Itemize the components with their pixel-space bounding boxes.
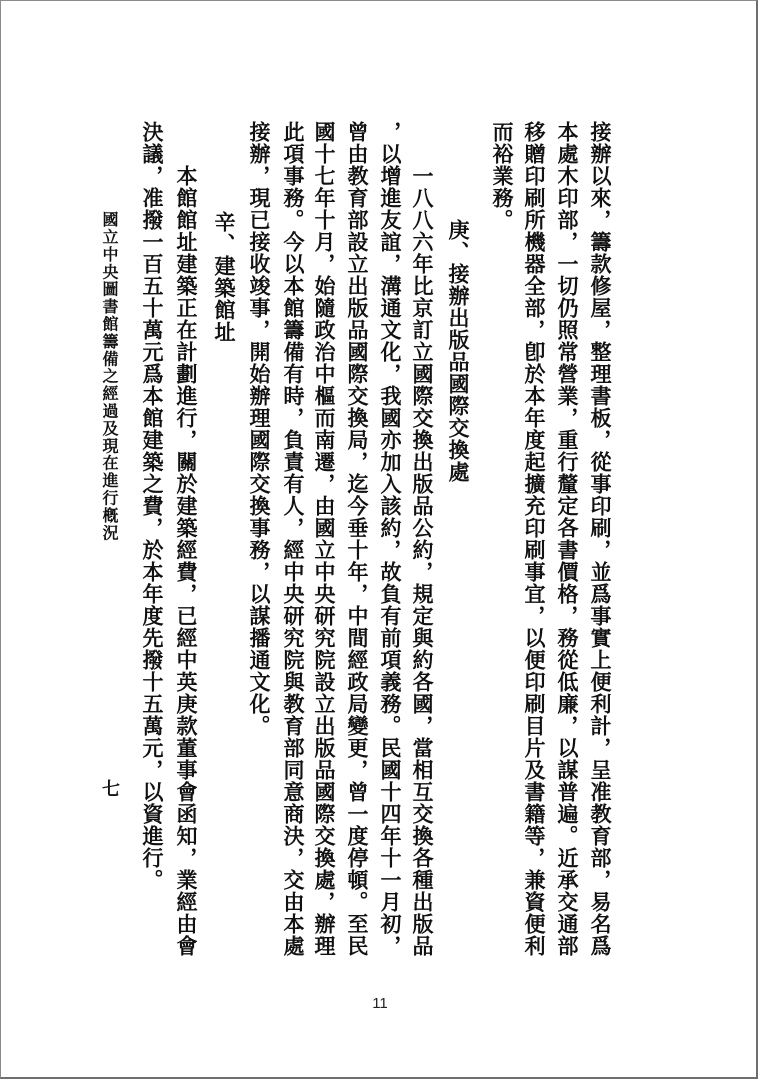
body-line: 接辦以來，籌款修屋，整理書板，從事印刷，並爲事實上便利計，呈准教育部，易名爲 xyxy=(588,121,613,957)
body-line: 移贈印刷所機器全部，卽於本年度起擴充印刷事宜，以便印刷目片及書籍等，兼資便利 xyxy=(522,121,547,957)
body-line: 一八八六年比京訂立國際交換出版品公約，規定與約各國，當相互交換各種出版品 xyxy=(410,165,435,957)
body-line: 而裕業務。 xyxy=(490,121,515,231)
body-line: 本處木印部，一切仍照常營業，重行釐定各書價格，務從低廉，以謀普遍。近承交通部 xyxy=(555,121,580,957)
body-line: 此項事務。今以本館籌備有時，負責有人，經中央研究院與教育部同意商決，交由本處 xyxy=(281,121,306,957)
body-line: 曾由教育部設立出版品國際交換局，迄今垂十年，中間經政局變更，曾一度停頓。至民 xyxy=(345,121,370,957)
footer-page-number: 11 xyxy=(372,995,388,1012)
body-line: 本館館址建築正在計劃進行，關於建築經費，已經中英庚款董事會函知，業經由會 xyxy=(174,165,199,957)
body-line: 決議，准撥一百五十萬元爲本館建築之費，於本年度先撥十五萬元，以資進行。 xyxy=(140,121,165,891)
body-line: ，以增進友誼，溝通文化，我國亦加入該約，故負有前項義務。民國十四年十一月初， xyxy=(378,121,403,957)
body-line: 國十七年十月，始隨政治中樞而南遷，由國立中央研究院設立出版品國際交換處，辦理 xyxy=(312,121,337,957)
section-heading-xin: 辛、建築館址 xyxy=(212,211,237,343)
section-heading-geng: 庚、接辦出版品國際交換處 xyxy=(446,219,471,483)
page-number-chinese: 七 xyxy=(99,779,120,797)
running-head: 國立中央圖書館籌備之經過及現在進行槪況 xyxy=(100,211,119,542)
body-line: 接辦，現已接收竣事，開始辦理國際交換事務，以謀播通文化。 xyxy=(247,121,272,737)
